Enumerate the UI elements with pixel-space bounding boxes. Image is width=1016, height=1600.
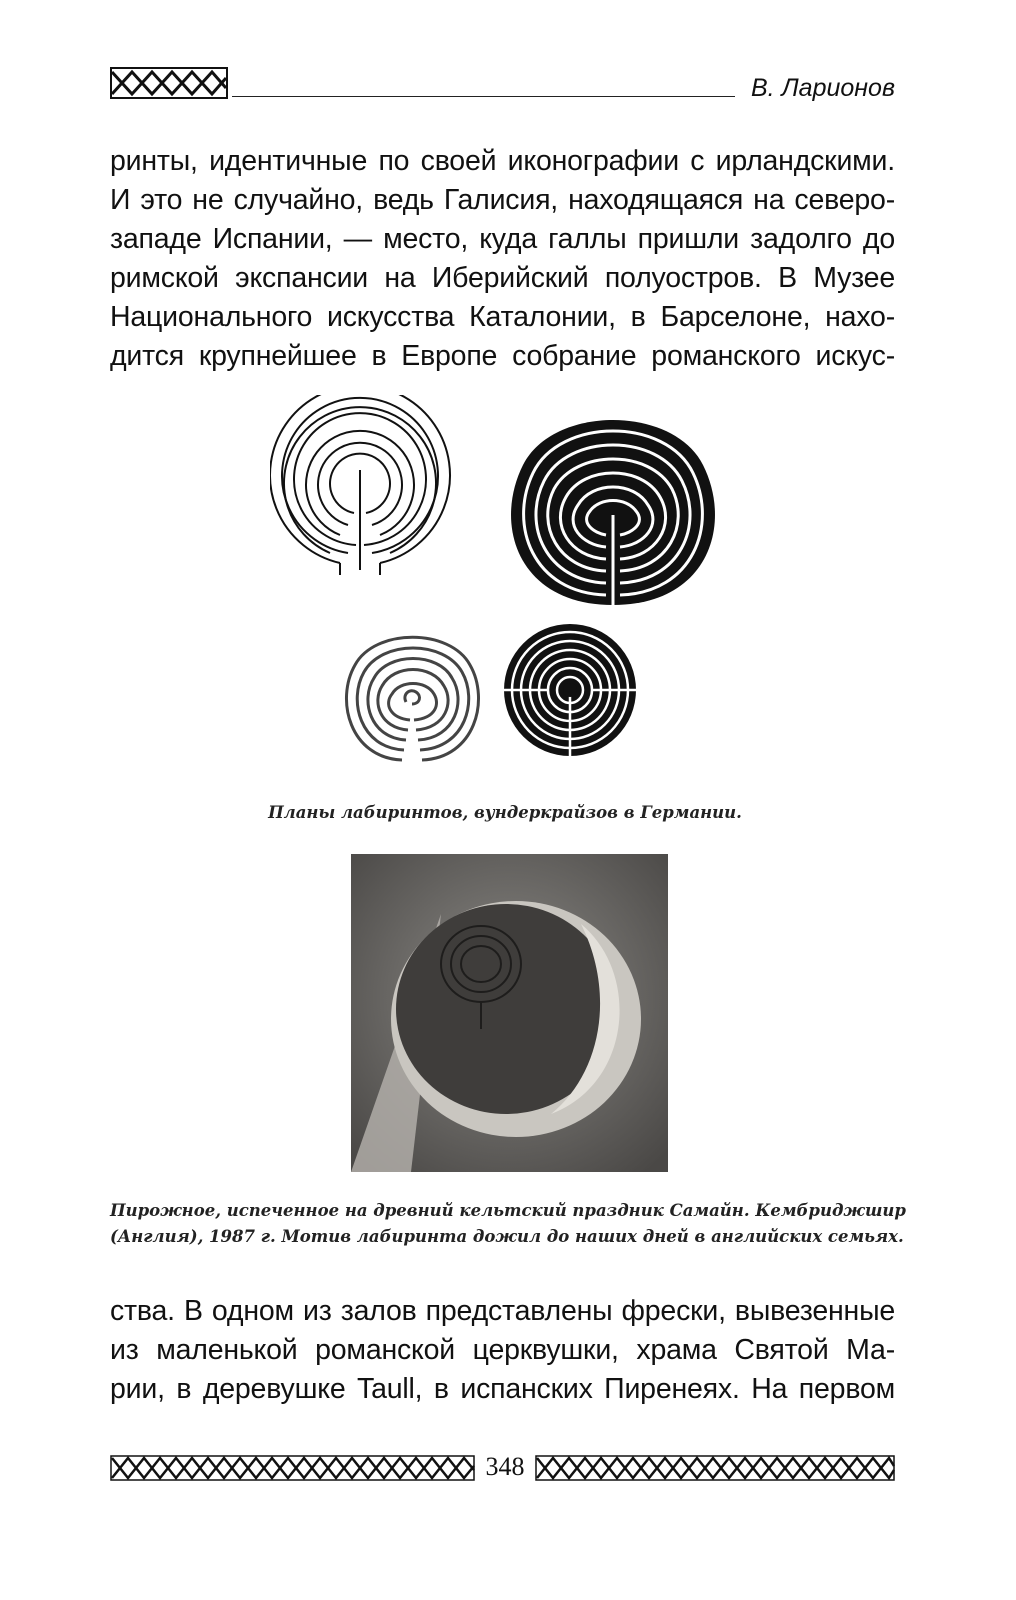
celtic-knot-ornament-icon (110, 66, 228, 100)
text-line: дится крупнейшее в Европе собрание романского искус- (110, 340, 895, 372)
labyrinth-gray-spiral-icon (346, 637, 478, 760)
paragraph-top (110, 142, 895, 376)
text-line: ства. В одном из залов представлены фрески, вывезенные (110, 1295, 895, 1327)
caption-line: Пирожное, испеченное на древний кельтский праздник Самайн. Кембриджшир (110, 1201, 906, 1220)
labyrinth-plans-figure (270, 395, 740, 780)
header-rule (232, 96, 735, 97)
caption-line: (Англия), 1987 г. Мотив лабиринта дожил до наших дней в английских семьях. (110, 1227, 904, 1246)
page-footer (110, 1448, 895, 1488)
text-line: ринты, идентичные по своей иконографии с ирландскими. (110, 145, 895, 177)
labyrinth-circular-icon (504, 624, 636, 756)
figure-caption-cake (110, 1198, 906, 1250)
figure-caption-labyrinths: Планы лабиринтов, вундеркрайзов в Германии. (268, 803, 742, 822)
running-head-author: В. Ларионов (750, 74, 895, 102)
text-line: Национального искусства Каталонии, в Барселоне, нахо- (110, 301, 895, 333)
text-line: западе Испании, — место, куда галлы пришли задолго до (110, 223, 895, 255)
text-line: из маленькой романской церквушки, храма Святой Ма- (110, 1334, 895, 1366)
cake-photo (351, 854, 668, 1172)
paragraph-bottom (110, 1292, 895, 1409)
page-number: 348 (485, 1452, 525, 1481)
text-line: рии, в деревушке Taull, в испанских Пиренеях. На первом (110, 1373, 895, 1405)
text-line: И это не случайно, ведь Галисия, находящаяся на северо- (110, 184, 895, 216)
celtic-knot-border-icon (110, 1454, 475, 1482)
page-header (110, 62, 895, 106)
labyrinth-filled-icon (511, 420, 715, 605)
celtic-knot-border-icon (535, 1454, 895, 1482)
text-line: римской экспансии на Иберийский полуостров. В Музее (110, 262, 895, 294)
labyrinth-outline-icon (270, 395, 450, 575)
